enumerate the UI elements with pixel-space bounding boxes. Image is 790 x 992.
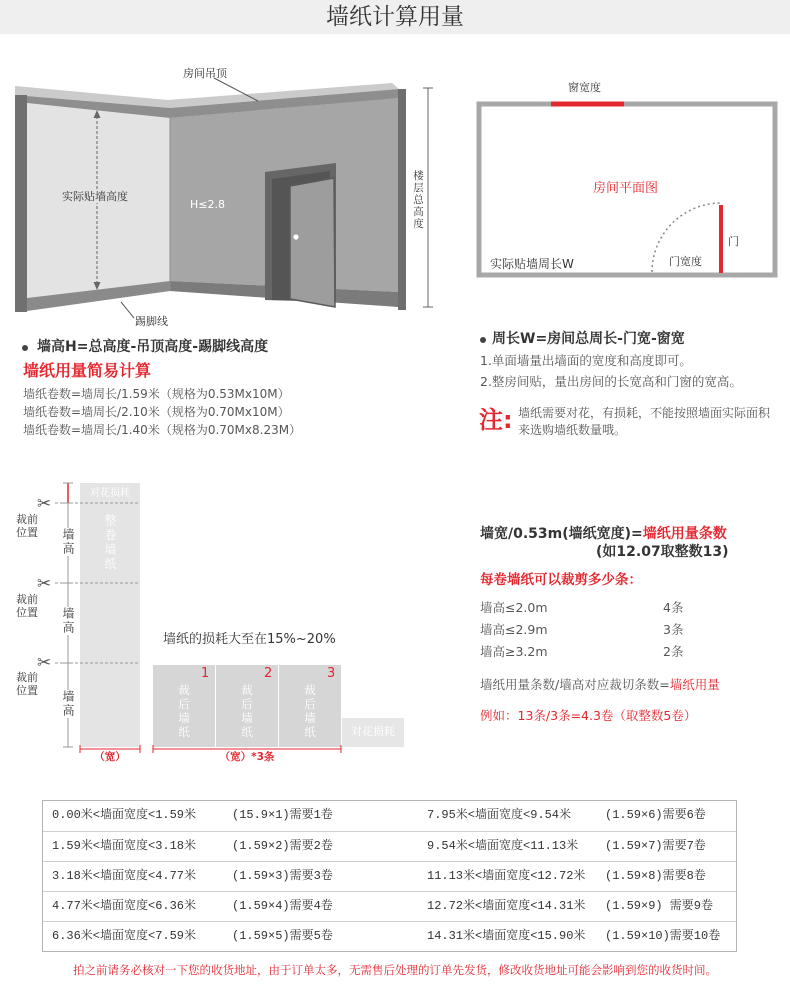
strip-formula-result: 墙纸用量条数 <box>642 526 727 542</box>
right-width-range: 12.72米<墙面宽度<14.31米 <box>427 899 586 913</box>
per-roll-title: 每卷墙纸可以裁剪多少条： <box>480 572 642 588</box>
note-label: 注: <box>479 406 513 434</box>
page-title: 墙纸计算用量 <box>326 4 464 30</box>
table-row <box>43 831 736 861</box>
panel-text-1: 裁后墙纸 <box>177 684 191 740</box>
cut-position-label-3a: 裁前 <box>16 671 38 684</box>
right-roll-need: (1.59×7)需要7卷 <box>605 839 706 853</box>
strip-width-label: （宽） <box>94 751 126 763</box>
right-width-range: 14.31米<墙面宽度<15.90米 <box>427 929 586 943</box>
left-roll-need: (1.59×5)需要5卷 <box>232 929 333 943</box>
bullet-icon <box>22 345 28 351</box>
left-roll-need: (1.59×4)需要4卷 <box>232 899 333 913</box>
pattern-loss-panel-label: 对花损耗 <box>351 725 395 738</box>
height-formula: 墙高H=总高度-吊顶高度-踢脚线高度 <box>37 339 269 355</box>
panel-number-1: 1 <box>201 666 210 681</box>
roll-example: 例如：13条/3条=4.3卷（取整数5卷） <box>480 708 697 723</box>
right-roll-need: (1.59×9) 需要9卷 <box>605 899 714 913</box>
right-width-range: 9.54米<墙面宽度<11.13米 <box>427 839 579 853</box>
right-width-range: 7.95米<墙面宽度<9.54米 <box>427 808 572 822</box>
calc-line-2: 墙纸卷数=墙周长/2.10米（规格为0.70Mx10M） <box>23 405 290 419</box>
scissors-icon <box>37 494 51 514</box>
door-panel <box>290 178 335 307</box>
cut-position-label-2b: 位置 <box>16 606 38 619</box>
panel-number-3: 3 <box>327 666 336 681</box>
height-value: H≤2.8 <box>190 198 225 211</box>
left-width-range: 1.59米<墙面宽度<3.18米 <box>52 839 197 853</box>
right-roll-need: (1.59×10)需要10卷 <box>605 929 721 943</box>
cut-position-label-3b: 位置 <box>16 684 38 697</box>
strip-formula <box>480 526 727 543</box>
per-roll-condition-3: 墙高≥3.2m <box>480 644 548 659</box>
wall-height-label-2: 墙高 <box>61 607 75 635</box>
baseboard-pointer-line <box>121 302 134 318</box>
per-roll-strips-3: 2条 <box>663 644 684 659</box>
panel-text-3: 裁后墙纸 <box>303 684 317 740</box>
scissors-icon <box>37 653 51 673</box>
perimeter-label: 实际贴墙周长W <box>490 257 574 271</box>
per-roll-condition-2: 墙高≤2.9m <box>480 622 548 637</box>
left-roll-need: (1.59×3)需要3卷 <box>232 869 333 883</box>
simple-calc-title: 墙纸用量简易计算 <box>23 361 152 380</box>
loss-note: 墙纸的损耗大至在15%~20% <box>163 632 336 647</box>
left-post <box>15 95 27 312</box>
measure-tip-2: 2.整房间贴，量出房间的长宽高和门窗的宽高。 <box>480 374 742 389</box>
left-width-range: 0.00米<墙面宽度<1.59米 <box>52 808 197 822</box>
strip-formula-main: 墙宽/0.53m(墙纸宽度)= <box>480 526 643 542</box>
cut-position-label-2a: 裁前 <box>16 593 38 606</box>
right-post <box>398 89 406 310</box>
perimeter-formula: 周长W=房间总周长-门宽-窗宽 <box>492 331 685 347</box>
cut-position-label-1a: 裁前 <box>16 513 38 526</box>
wall-height-label-3: 墙高 <box>61 690 75 718</box>
panels-width-label: （宽）*3条 <box>219 751 275 763</box>
per-roll-strips-2: 3条 <box>663 622 684 637</box>
bullet-icon <box>480 337 486 343</box>
left-width-range: 3.18米<墙面宽度<4.77米 <box>52 869 197 883</box>
actual-height-label: 实际贴墙高度 <box>62 190 128 203</box>
roll-formula-main: 墙纸用量条数/墙高对应裁切条数= <box>480 677 670 692</box>
ceiling-label: 房间吊顶 <box>183 67 227 80</box>
measure-tip-1: 1.单面墙量出墙面的宽度和高度即可。 <box>480 353 692 368</box>
roll-formula-result: 墙纸用量 <box>669 677 720 692</box>
panel-number-2: 2 <box>264 666 273 681</box>
door-width-label: 门宽度 <box>669 255 702 268</box>
table-row <box>43 891 736 921</box>
floor-plan-title: 房间平面图 <box>593 181 659 196</box>
door-label: 门 <box>728 235 739 248</box>
roll-table <box>42 800 737 952</box>
right-roll-need: (1.59×8)需要8卷 <box>605 869 706 883</box>
left-roll-need: (1.59×2)需要2卷 <box>232 839 333 853</box>
scissors-icon <box>37 574 51 594</box>
note-line-2: 来选购墙纸数量哦。 <box>518 423 627 437</box>
note-line-1: 墙纸需要对花，有损耗，不能按照墙面实际面积 <box>518 406 771 420</box>
per-roll-strips-1: 4条 <box>663 600 684 615</box>
table-row <box>43 921 736 951</box>
left-width-range: 4.77米<墙面宽度<6.36米 <box>52 899 197 913</box>
left-roll-need: (15.9×1)需要1卷 <box>232 808 333 822</box>
footer-note: 拍之前请务必核对一下您的收货地址，由于订单太多，无需售后处理的订单先发货，修改收货地址可能会影响到您的收货时间。 <box>73 963 717 977</box>
table-row <box>43 861 736 891</box>
right-width-range: 11.13米<墙面宽度<12.72米 <box>427 869 586 883</box>
full-roll-label: 整卷墙纸 <box>103 514 117 572</box>
strip-formula-example: (如12.07取整数13) <box>596 544 729 560</box>
window-width-label: 窗宽度 <box>568 81 601 94</box>
roll-formula <box>480 677 720 692</box>
right-roll-need: (1.59×6)需要6卷 <box>605 808 706 822</box>
door-handle <box>293 234 298 239</box>
table-row <box>43 801 736 831</box>
left-width-range: 6.36米<墙面宽度<7.59米 <box>52 929 197 943</box>
per-roll-condition-1: 墙高≤2.0m <box>480 600 548 615</box>
strip-pattern-loss-label: 对花损耗 <box>90 488 130 499</box>
baseboard-label: 踢脚线 <box>135 315 168 328</box>
panel-text-2: 裁后墙纸 <box>240 684 254 740</box>
calc-line-1: 墙纸卷数=墙周长/1.59米（规格为0.53Mx10M） <box>23 387 290 401</box>
floor-height-label: 楼层总高度 <box>412 170 424 230</box>
wall-height-label-1: 墙高 <box>61 528 75 556</box>
cut-position-label-1b: 位置 <box>16 526 38 539</box>
calc-line-3: 墙纸卷数=墙周长/1.40米（规格为0.70Mx8.23M） <box>23 423 302 437</box>
